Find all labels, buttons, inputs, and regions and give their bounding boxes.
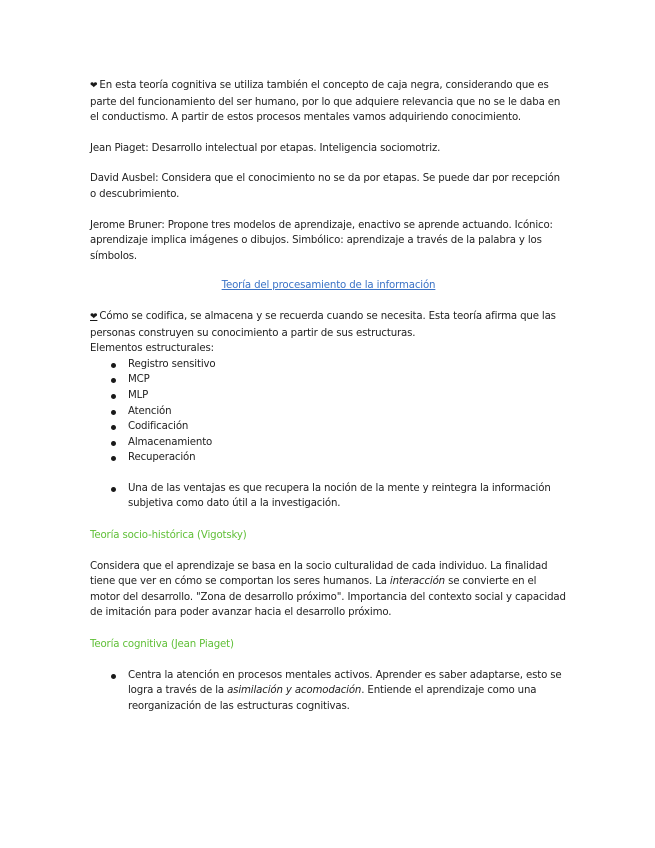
list-item: Atención <box>90 404 567 420</box>
elements-label: Elementos estructurales: <box>90 343 214 355</box>
list-item-advantage: Una de las ventajas es que recupera la noción de la mente y reintegra la información subjetiva como dato útil a la investigación. <box>90 481 567 512</box>
paragraph-piaget: Jean Piaget: Desarrollo intelectual por etapas. Inteligencia sociomotriz. <box>90 142 441 154</box>
paragraph-bruner: Jerome Bruner: Propone tres modelos de aprendizaje, enactivo se aprende actuando. Icónico: aprendizaje implica imágenes o dibujos. Simbólico: aprendizaje a través de la palabra y los símbolos. <box>90 219 553 262</box>
piaget-text-part2: . Entiende el aprendizaje como una reorganización de las estructuras cognitivas. <box>128 685 537 712</box>
paragraph-caja-negra-text: En esta teoría cognitiva se utiliza también el concepto de caja negra, considerando que es parte del funcionamiento del ser humano, por lo que adquiere relevancia que no se le daba en el conductismo. A partir de estos procesos mentales vamos adquiriendo conocimiento. <box>90 80 561 124</box>
list-item: MCP <box>90 372 567 388</box>
list-item: Registro sensitivo <box>90 357 567 373</box>
list-item: Almacenamiento <box>90 435 567 451</box>
paragraph-caja-negra <box>90 78 567 126</box>
paragraph-vigotsky <box>90 559 567 621</box>
heart-icon: ❤ <box>90 311 98 322</box>
piaget-text-emphasis: asimilación y acomodación <box>227 685 362 697</box>
piaget-list <box>90 668 567 715</box>
vigotsky-text-emphasis: interacción <box>389 576 445 588</box>
vigotsky-text-part2: se convierte en el motor del desarrollo. "Zona de desarrollo próximo". Importancia del contexto social y capacidad de imitación para poder avanzar hacia el desarrollo próximo. <box>90 576 566 619</box>
list-item: Codificación <box>90 419 567 435</box>
paragraph-procesamiento-intro <box>90 309 567 341</box>
paragraph-procesamiento-intro-text: Cómo se codifica, se almacena y se recuerda cuando se necesita. Esta teoría afirma que las personas construyen su conocimiento a partir de sus estructuras. <box>90 310 556 339</box>
list-item: Recuperación <box>90 450 567 466</box>
section-title-vigotsky: Teoría socio-histórica (Vigotsky) <box>90 530 247 542</box>
paragraph-ausbel: David Ausbel: Considera que el conocimiento no se da por etapas. Se puede dar por recepción o descubrimiento. <box>90 173 560 200</box>
section-title-procesamiento-link[interactable]: Teoría del procesamiento de la información <box>221 280 436 292</box>
elements-list <box>90 357 567 512</box>
list-item: MLP <box>90 388 567 404</box>
list-item <box>90 668 567 715</box>
piaget-text-part1: Centra la atención en procesos mentales activos. Aprender es saber adaptarse, esto se logra a través de la <box>128 669 562 697</box>
vigotsky-text-part1: Considera que el aprendizaje se basa en la socio culturalidad de cada individuo. La finalidad tiene que ver en cómo se comportan los seres humanos. La <box>90 560 548 588</box>
heart-icon: ❤ <box>90 81 98 91</box>
section-title-piaget-cognitiva: Teoría cognitiva (Jean Piaget) <box>90 639 234 651</box>
